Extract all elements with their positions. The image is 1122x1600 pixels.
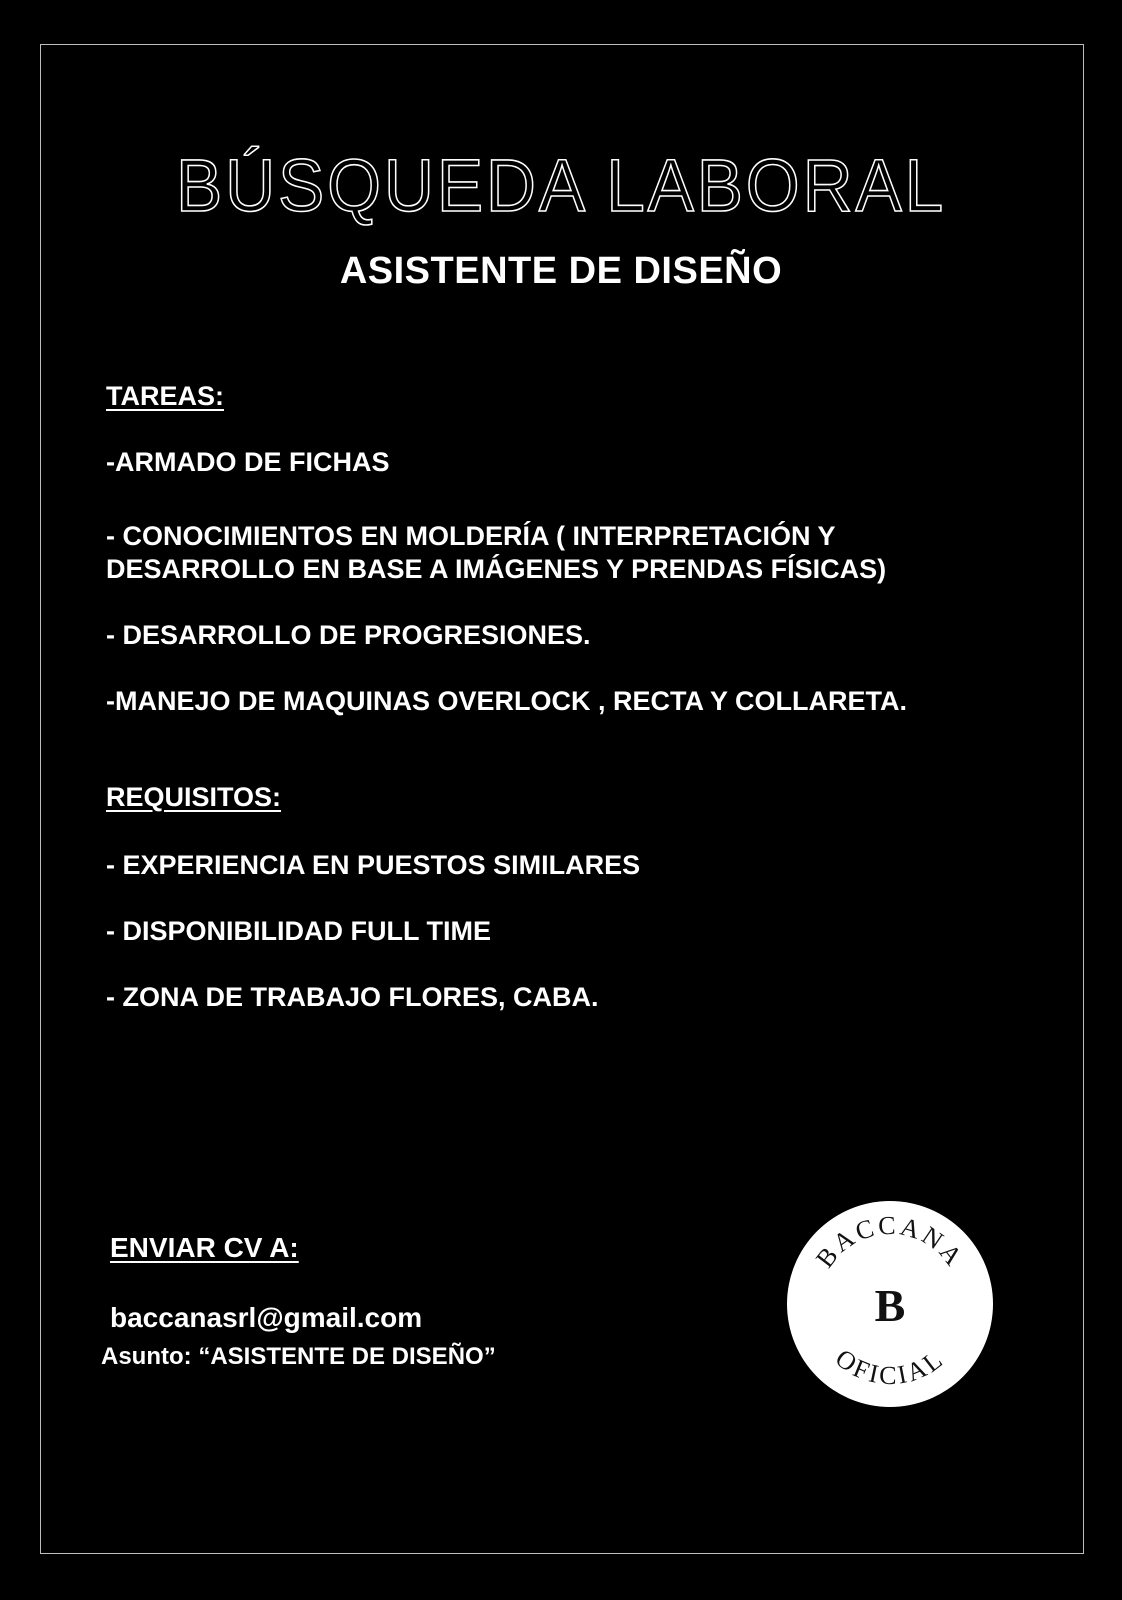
contact-heading: ENVIAR CV A: — [110, 1232, 299, 1263]
subtitle: ASISTENTE DE DISEÑO — [339, 250, 783, 292]
headline — [0, 140, 1122, 230]
requirement-item: - ZONA DE TRABAJO FLORES, CABA. — [106, 982, 599, 1012]
logo-top-text: BACCANA — [810, 1210, 970, 1274]
logo-bottom-text: OFICIAL — [830, 1343, 950, 1391]
task-item: - CONOCIMIENTOS EN MOLDERÍA ( INTERPRETACIÓN Y — [106, 521, 836, 551]
contact-email[interactable]: baccanasrl@gmail.com — [110, 1302, 423, 1333]
task-item: -MANEJO DE MAQUINAS OVERLOCK , RECTA Y COLLARETA. — [106, 686, 908, 716]
requirement-item: - EXPERIENCIA EN PUESTOS SIMILARES — [106, 850, 641, 880]
headline-label: BÚSQUEDA LABORAL — [176, 144, 946, 227]
logo-letter: B — [874, 1280, 906, 1331]
tasks-heading: TAREAS: — [106, 381, 224, 411]
logo-badge — [786, 1200, 994, 1408]
contact-subject: Asunto: “ASISTENTE DE DISEÑO” — [101, 1343, 496, 1370]
requirement-item: - DISPONIBILIDAD FULL TIME — [106, 916, 491, 946]
task-item: - DESARROLLO DE PROGRESIONES. — [106, 620, 591, 650]
headline-outline-text — [0, 140, 1122, 230]
requirements-heading: REQUISITOS: — [106, 782, 282, 812]
task-item: -ARMADO DE FICHAS — [106, 447, 390, 477]
task-item: DESARROLLO EN BASE A IMÁGENES Y PRENDAS FÍSICAS) — [106, 554, 887, 584]
baccana-logo — [786, 1200, 994, 1408]
